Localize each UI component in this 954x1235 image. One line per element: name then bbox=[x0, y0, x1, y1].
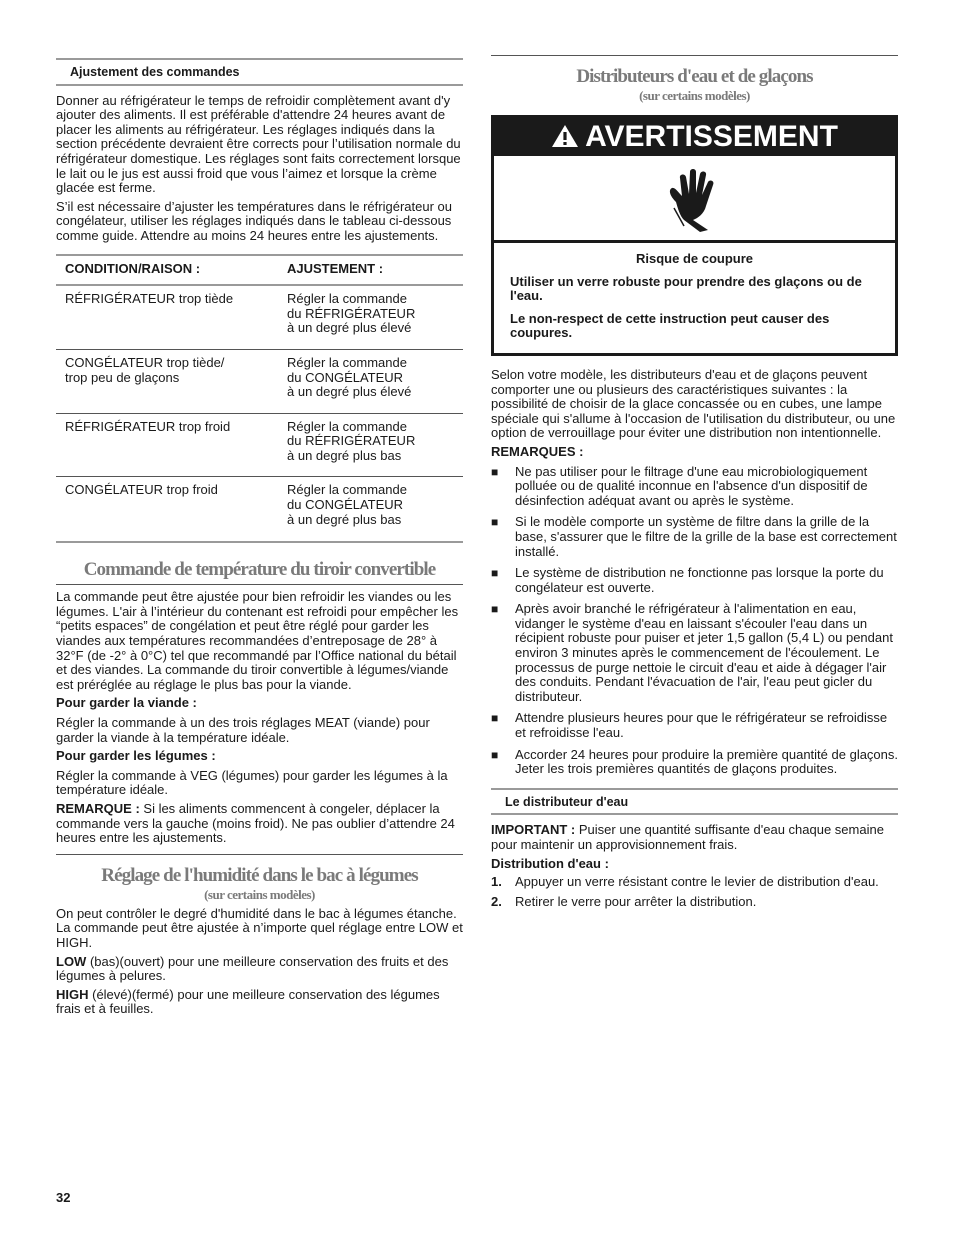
list-item bbox=[491, 566, 898, 595]
humidity-note: (sur certains modèles) bbox=[204, 886, 315, 902]
important-paragraph bbox=[491, 823, 898, 852]
distribution-label: Distribution d'eau : bbox=[491, 855, 609, 871]
warning-icon-area bbox=[494, 156, 895, 243]
warning-text bbox=[494, 243, 895, 353]
low-paragraph bbox=[56, 955, 463, 984]
adjustment-table bbox=[56, 254, 463, 544]
bullet-square-icon: ■ bbox=[491, 515, 499, 530]
warning-line-2: Le non-respect de cette instruction peut causer des coupures. bbox=[510, 310, 830, 341]
dispenser-intro: Selon votre modèle, les distributeurs d'eau et de glaçons peuvent comporter une ou plusieurs des caractéristiques suivantes : la possibilité de choisir de la glace concassée ou en cubes, une lampe spéciale qui s'allume à l'occasion de l'utilisation du distributeur, ou une option de verrouillage pour éviter une distribution non intentionnelle. bbox=[491, 366, 896, 441]
high-text: (élevé)(fermé) pour une meilleure conservation des légumes frais et à feuilles. bbox=[56, 986, 440, 1017]
step-text: Appuyer un verre résistant contre le levier de distribution d'eau. bbox=[515, 874, 879, 890]
remarks-list bbox=[491, 465, 898, 777]
bullet-square-icon: ■ bbox=[491, 464, 499, 479]
warning-heading: AVERTISSEMENT bbox=[585, 120, 838, 153]
veg-text: Régler la commande à VEG (légumes) pour garder les légumes à la température idéale. bbox=[56, 767, 448, 798]
important-label: IMPORTANT : bbox=[491, 822, 576, 838]
step-text: Retirer le verre pour arrêter la distribution. bbox=[515, 893, 757, 909]
low-label: LOW bbox=[56, 953, 87, 969]
convertible-paragraph: La commande peut être ajustée pour bien refroidir les viandes ou les légumes. L'air à l’intérieur du contenant est refroidi pour empêcher les “petits espaces” de congélation et peut être réglé pour garder les viandes aux températures recommandées d’entreposage de 28° à 32°F (de -2° à 0°C) tel que recommandé par l’Office national du bétail et des viandes. La commande du tiroir convertible à légumes/viande est préréglée au réglage le plus bas pour la viande. bbox=[56, 589, 459, 692]
list-item bbox=[491, 602, 898, 704]
remark-text: Si les aliments commencent à congeler, déplacer la commande vers la gauche (moins froid). Ne pas oublier d’attendre 24 heures entre les ajustements. bbox=[56, 800, 455, 846]
important-text: Puiser une quantité suffisante d'eau chaque semaine pour maintenir un approvisionnement frais. bbox=[491, 822, 884, 852]
table-row bbox=[56, 349, 463, 413]
list-item bbox=[491, 748, 898, 777]
list-item bbox=[491, 875, 898, 890]
list-item bbox=[491, 895, 898, 910]
right-column bbox=[491, 0, 898, 914]
warning-header bbox=[494, 118, 895, 156]
table-cell-condition: RÉFRIGÉRATEUR trop froid bbox=[56, 413, 278, 477]
veg-label: Pour garder les légumes : bbox=[56, 748, 216, 764]
list-item-text: Si le modèle comporte un système de filtre dans la grille de la base, s'assurer que le filtre de la grille de la base est correctement installé. bbox=[515, 514, 897, 559]
high-paragraph bbox=[56, 988, 463, 1017]
table-header-condition: CONDITION/RAISON : bbox=[56, 255, 278, 286]
left-column bbox=[56, 0, 463, 1021]
table-cell-adjustment: Régler la commande du CONGÉLATEUR à un degré plus bas bbox=[278, 477, 463, 542]
section-rule bbox=[56, 854, 463, 855]
remark-label: REMARQUE : bbox=[56, 800, 140, 816]
list-item-text: Le système de distribution ne fonctionne pas lorsque la porte du congélateur est ouverte. bbox=[515, 565, 884, 595]
page-number: 32 bbox=[56, 1190, 71, 1205]
step-number: 1. bbox=[491, 874, 502, 890]
adjust-header: Ajustement des commandes bbox=[56, 58, 463, 86]
list-item-text: Accorder 24 heures pour produire la première quantité de glaçons. Jeter les trois premières quantités de glaçons produites. bbox=[515, 746, 899, 777]
low-text: (bas)(ouvert) pour une meilleure conservation des fruits et des légumes à pelures. bbox=[56, 953, 449, 984]
bullet-square-icon: ■ bbox=[491, 711, 499, 726]
table-cell-adjustment: Régler la commande du CONGÉLATEUR à un degré plus élevé bbox=[278, 349, 463, 413]
humidity-title: Réglage de l'humidité dans le bac à légumes bbox=[101, 864, 418, 886]
warning-line-1: Utiliser un verre robuste pour prendre des glaçons ou de l'eau. bbox=[510, 273, 862, 304]
section-rule bbox=[56, 584, 463, 585]
convertible-title: Commande de température du tiroir convertible bbox=[83, 559, 436, 581]
warning-triangle-icon bbox=[551, 124, 579, 148]
table-row bbox=[56, 477, 463, 542]
adjust-paragraph-2: S’il est nécessaire d’ajuster les températures dans le réfrigérateur ou congélateur, utiliser les réglages indiqués dans le tableau ci-dessous comme guide. Attendre au moins 24 heures entre les ajustements. bbox=[56, 198, 452, 243]
water-dispenser-header: Le distributeur d'eau bbox=[491, 788, 898, 816]
table-cell-adjustment: Régler la commande du RÉFRIGÉRATEUR à un degré plus élevé bbox=[278, 285, 463, 349]
list-item-text: Ne pas utiliser pour le filtrage d'une eau microbiologiquement polluée ou de qualité inconnue en l'absence d'un dispositif de désinfection adéquat avant ou après le système. bbox=[515, 463, 868, 508]
humidity-paragraph: On peut contrôler le degré d'humidité dans le bac à légumes étanche. La commande peut être ajustée à n’importe quel réglage entre LOW et HIGH. bbox=[56, 905, 463, 950]
list-item-text: Attendre plusieurs heures pour que le réfrigérateur se refroidisse et refroidisse l'eau. bbox=[515, 710, 888, 741]
section-rule bbox=[491, 55, 898, 56]
adjust-paragraph-1: Donner au réfrigérateur le temps de refroidir complètement avant d'y ajouter des aliments. Il est préférable d'attendre 24 heures avant de placer les aliments au réfrigérateur. Les réglages indiqués dans la section précédente devraient être corrects pour l’utilisation normale du réfrigérateur domestique. Les réglages sont faits correctement lorsque le lait ou le jus est aussi froid que vous l’aimez et lorsque la crème glacée est ferme. bbox=[56, 92, 461, 196]
table-row bbox=[56, 285, 463, 349]
dispenser-note: (sur certains modèles) bbox=[639, 88, 750, 103]
warning-risk: Risque de coupure bbox=[635, 251, 754, 266]
table-cell-condition: CONGÉLATEUR trop tiède/ trop peu de glaçons bbox=[56, 349, 278, 413]
table-cell-condition: RÉFRIGÉRATEUR trop tiède bbox=[56, 285, 278, 349]
bullet-square-icon: ■ bbox=[491, 566, 499, 581]
bullet-square-icon: ■ bbox=[491, 602, 499, 617]
table-cell-adjustment: Régler la commande du RÉFRIGÉRATEUR à un degré plus bas bbox=[278, 413, 463, 477]
step-number: 2. bbox=[491, 893, 502, 909]
bullet-square-icon: ■ bbox=[491, 747, 499, 762]
remarks-label: REMARQUES : bbox=[491, 443, 584, 459]
high-label: HIGH bbox=[56, 986, 89, 1002]
table-header-row bbox=[56, 255, 463, 286]
warning-box bbox=[491, 115, 898, 356]
remark-paragraph bbox=[56, 802, 463, 846]
dispenser-title: Distributeurs d'eau et de glaçons bbox=[576, 66, 813, 87]
list-item-text: Après avoir branché le réfrigérateur à l'alimentation en eau, vidanger le système d'eau en laissant s'écouler l'eau dans un récipient robuste pour puiser et jeter 1,5 gallon (5,4 L) ou pendant environ 3 minutes après le commencement de l'écoulement. Le processus de purge nettoie le circuit d'eau et aide à dégager l'air des conduits. Pendant l'évacuation de l'air, l'eau peut gicler du distributeur. bbox=[515, 601, 893, 704]
table-row bbox=[56, 413, 463, 477]
table-header-adjustment: AJUSTEMENT : bbox=[278, 255, 463, 286]
list-item bbox=[491, 711, 898, 740]
cut-hand-icon bbox=[660, 162, 730, 232]
table-cell-condition: CONGÉLATEUR trop froid bbox=[56, 477, 278, 542]
distribution-steps bbox=[491, 875, 898, 909]
list-item bbox=[491, 465, 898, 509]
meat-label: Pour garder la viande : bbox=[56, 695, 197, 711]
list-item bbox=[491, 515, 898, 559]
meat-text: Régler la commande à un des trois réglages MEAT (viande) pour garder la viande à la température idéale. bbox=[56, 715, 430, 745]
